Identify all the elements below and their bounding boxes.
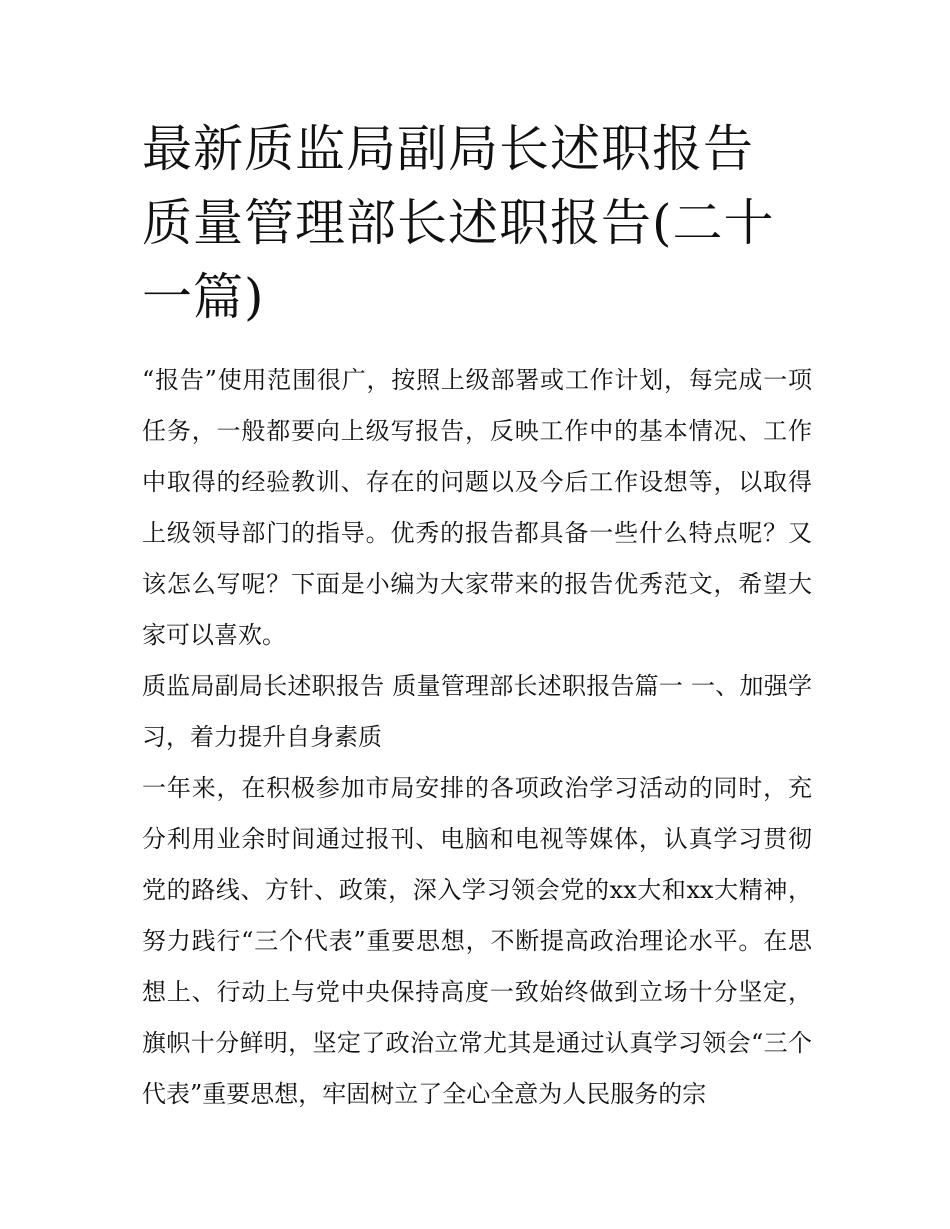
section-heading-paragraph: 质监局副局长述职报告 质量管理部长述职报告篇一 一、加强学习，着力提升自身素质 (142, 672, 812, 751)
document-title: 最新质监局副局长述职报告 质量管理部长述职报告(二十一篇) (142, 120, 775, 326)
body-paragraph: 一年来，在积极参加市局安排的各项政治学习活动的同时，充分利用业余时间通过报刊、电脑和电视等媒体，认真学习贯彻党的路线、方针、政策，深入学习领会党的xx大和xx大精神，努力践行“三个代表”重要思想，不断提高政治理论水平。在思想上、行动上与党中央保持高度一致始终做到立场十分坚定，旗帜十分鲜明，坚定了政治立常尤其是通过认真学习领会“三个代表”重要思想，牢固树立了全心全意为人民服务的宗 (142, 774, 812, 1108)
intro-paragraph: “报告”使用范围很广，按照上级部署或工作计划，每完成一项任务，一般都要向上级写报告，反映工作中的基本情况、工作中取得的经验教训、存在的问题以及今后工作设想等，以取得上级领导部门的指导。优秀的报告都具备一些什么特点呢？又该怎么写呢？下面是小编为大家带来的报告优秀范文，希望大家可以喜欢。 (142, 366, 812, 649)
document-body (142, 355, 812, 1120)
